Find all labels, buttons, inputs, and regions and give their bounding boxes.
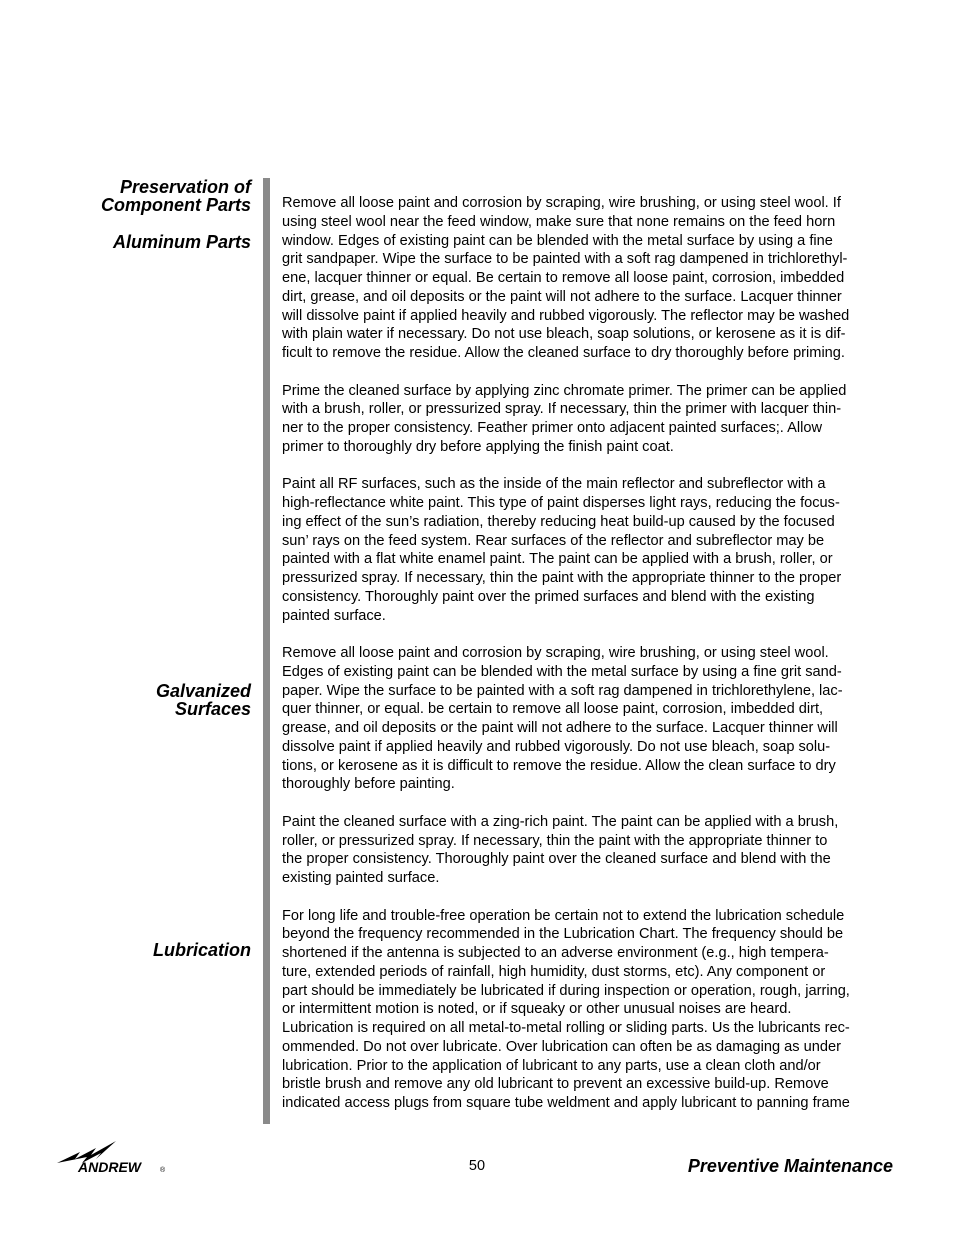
paragraph-lubrication: For long life and trouble-free operation be certain not to extend the lubrication schedule beyond the frequency recommended in the Lubrication Chart. The frequency should be shortened if the antenna is subjected to an adverse environment (e.g., high tempera- ture, extended periods of rainfall, high humidity, dust storms, etc). Any component or part should be immediately be lubricated if during inspection or operation, rough, jarring, or intermittent motion is noted, or if squeaky or other unusual noises are heard. Lubrication is required on all metal-to-metal rolling or sliding parts. Us the lubricants rec- ommended. Do not over lubricate. Over lubrication can often be as damaging as under lubrication. Prior to the application of lubricant to any parts, use a clean cloth and/or bristle brush and remove any old lubricant to prevent an excessive build-up. Remove indicated access plugs from square tube weldment and apply lubricant to panning frame bbox=[282, 907, 850, 1111]
section-heading-preservation-line1: Preservation of bbox=[119, 177, 251, 197]
footer-title: Preventive Maintenance bbox=[687, 1156, 893, 1176]
body-text bbox=[282, 194, 897, 1132]
paragraph-galvanized-cleaning: Remove all loose paint and corrosion by scraping, wire brushing, or using steel wool. Edges of existing paint can be blended with the metal surface by using a fine grit sand- paper. Wipe the surface to be painted with a soft rag dampened in trichlorethylene, lac- quer thinner, or equal. be certain to remove all loose paint, corrosion, imbedded dirt, grease, and oil deposits or the paint will not adhere to the surface. Lacquer thinner will dissolve paint if applied heavily and rubbed vigorously. Do not use bleach, soap solu- tions, or kerosene as it is difficult to remove the residue. Allow the clean surface to dry thoroughly before painting. bbox=[282, 645, 843, 793]
paragraph-aluminum-painting: Paint all RF surfaces, such as the inside of the main reflector and subreflector with a high-reflectance white paint. This type of paint disperses light rays, reducing the focus- ing effect of the sun’s radiation, thereby reducing heat build-up caused by the focused sun’ rays on the feed system. Rear surfaces of the reflector and subreflector may be painted with a flat white enamel paint. The paint can be applied with a brush, roller, or pressurized spray. If necessary, thin the paint with the appropriate thinner to the proper consistency. Thoroughly paint over the primed surfaces and blend with the existing painted surface. bbox=[282, 476, 842, 624]
page-number: 50 bbox=[468, 1158, 486, 1174]
paragraph-galvanized-painting: Paint the cleaned surface with a zing-rich paint. The paint can be applied with a brush, roller, or pressurized spray. If necessary, thin the paint with the appropriate thinner to the proper consistency. Thoroughly paint over the cleaned surface and blend with the existing painted surface. bbox=[282, 813, 839, 886]
paragraph-aluminum-priming: Prime the cleaned surface by applying zinc chromate primer. The primer can be applied with a brush, roller, or pressurized spray. If necessary, thin the primer with lacquer thin- ner to the proper consistency. Feather primer onto adjacent painted surfaces;. Allow primer to thoroughly dry before applying the finish paint coat. bbox=[282, 382, 847, 455]
section-heading-galvanized-line2: Surfaces bbox=[174, 699, 251, 719]
section-heading-galvanized bbox=[156, 682, 251, 718]
andrew-logo-wordmark: ANDREW bbox=[78, 1159, 141, 1175]
andrew-logo-registered-mark: ® bbox=[160, 1167, 166, 1174]
paragraph-aluminum-cleaning: Remove all loose paint and corrosion by scraping, wire brushing, or using steel wool. If using steel wool near the feed window, make sure that none remains on the feed horn window. Edges of existing paint can be blended with the metal surface by using a fine grit sandpaper. Wipe the surface to be painted with a soft rag dampened in trichlorethyl- ene, lacquer thinner or equal. Be certain to remove all loose paint, corrosion, imbedded dirt, grease, and oil deposits or the paint will not adhere to the surface. Lacquer thinner will dissolve paint if applied heavily and rubbed vigorously. The reflector may be washed with plain water if necessary. Do not use bleach, soap solutions, or kerosene as it is dif- ficult to remove the residue. Allow the cleaned surface to dry thoroughly before priming. bbox=[282, 195, 850, 361]
section-heading-lubrication: Lubrication bbox=[153, 940, 251, 960]
vertical-rule bbox=[263, 178, 270, 1124]
section-heading-preservation-line2: Component Parts bbox=[100, 195, 251, 215]
section-heading-aluminum: Aluminum Parts bbox=[112, 232, 251, 252]
section-heading-preservation bbox=[101, 178, 251, 214]
section-heading-galvanized-line1: Galvanized bbox=[155, 681, 251, 701]
